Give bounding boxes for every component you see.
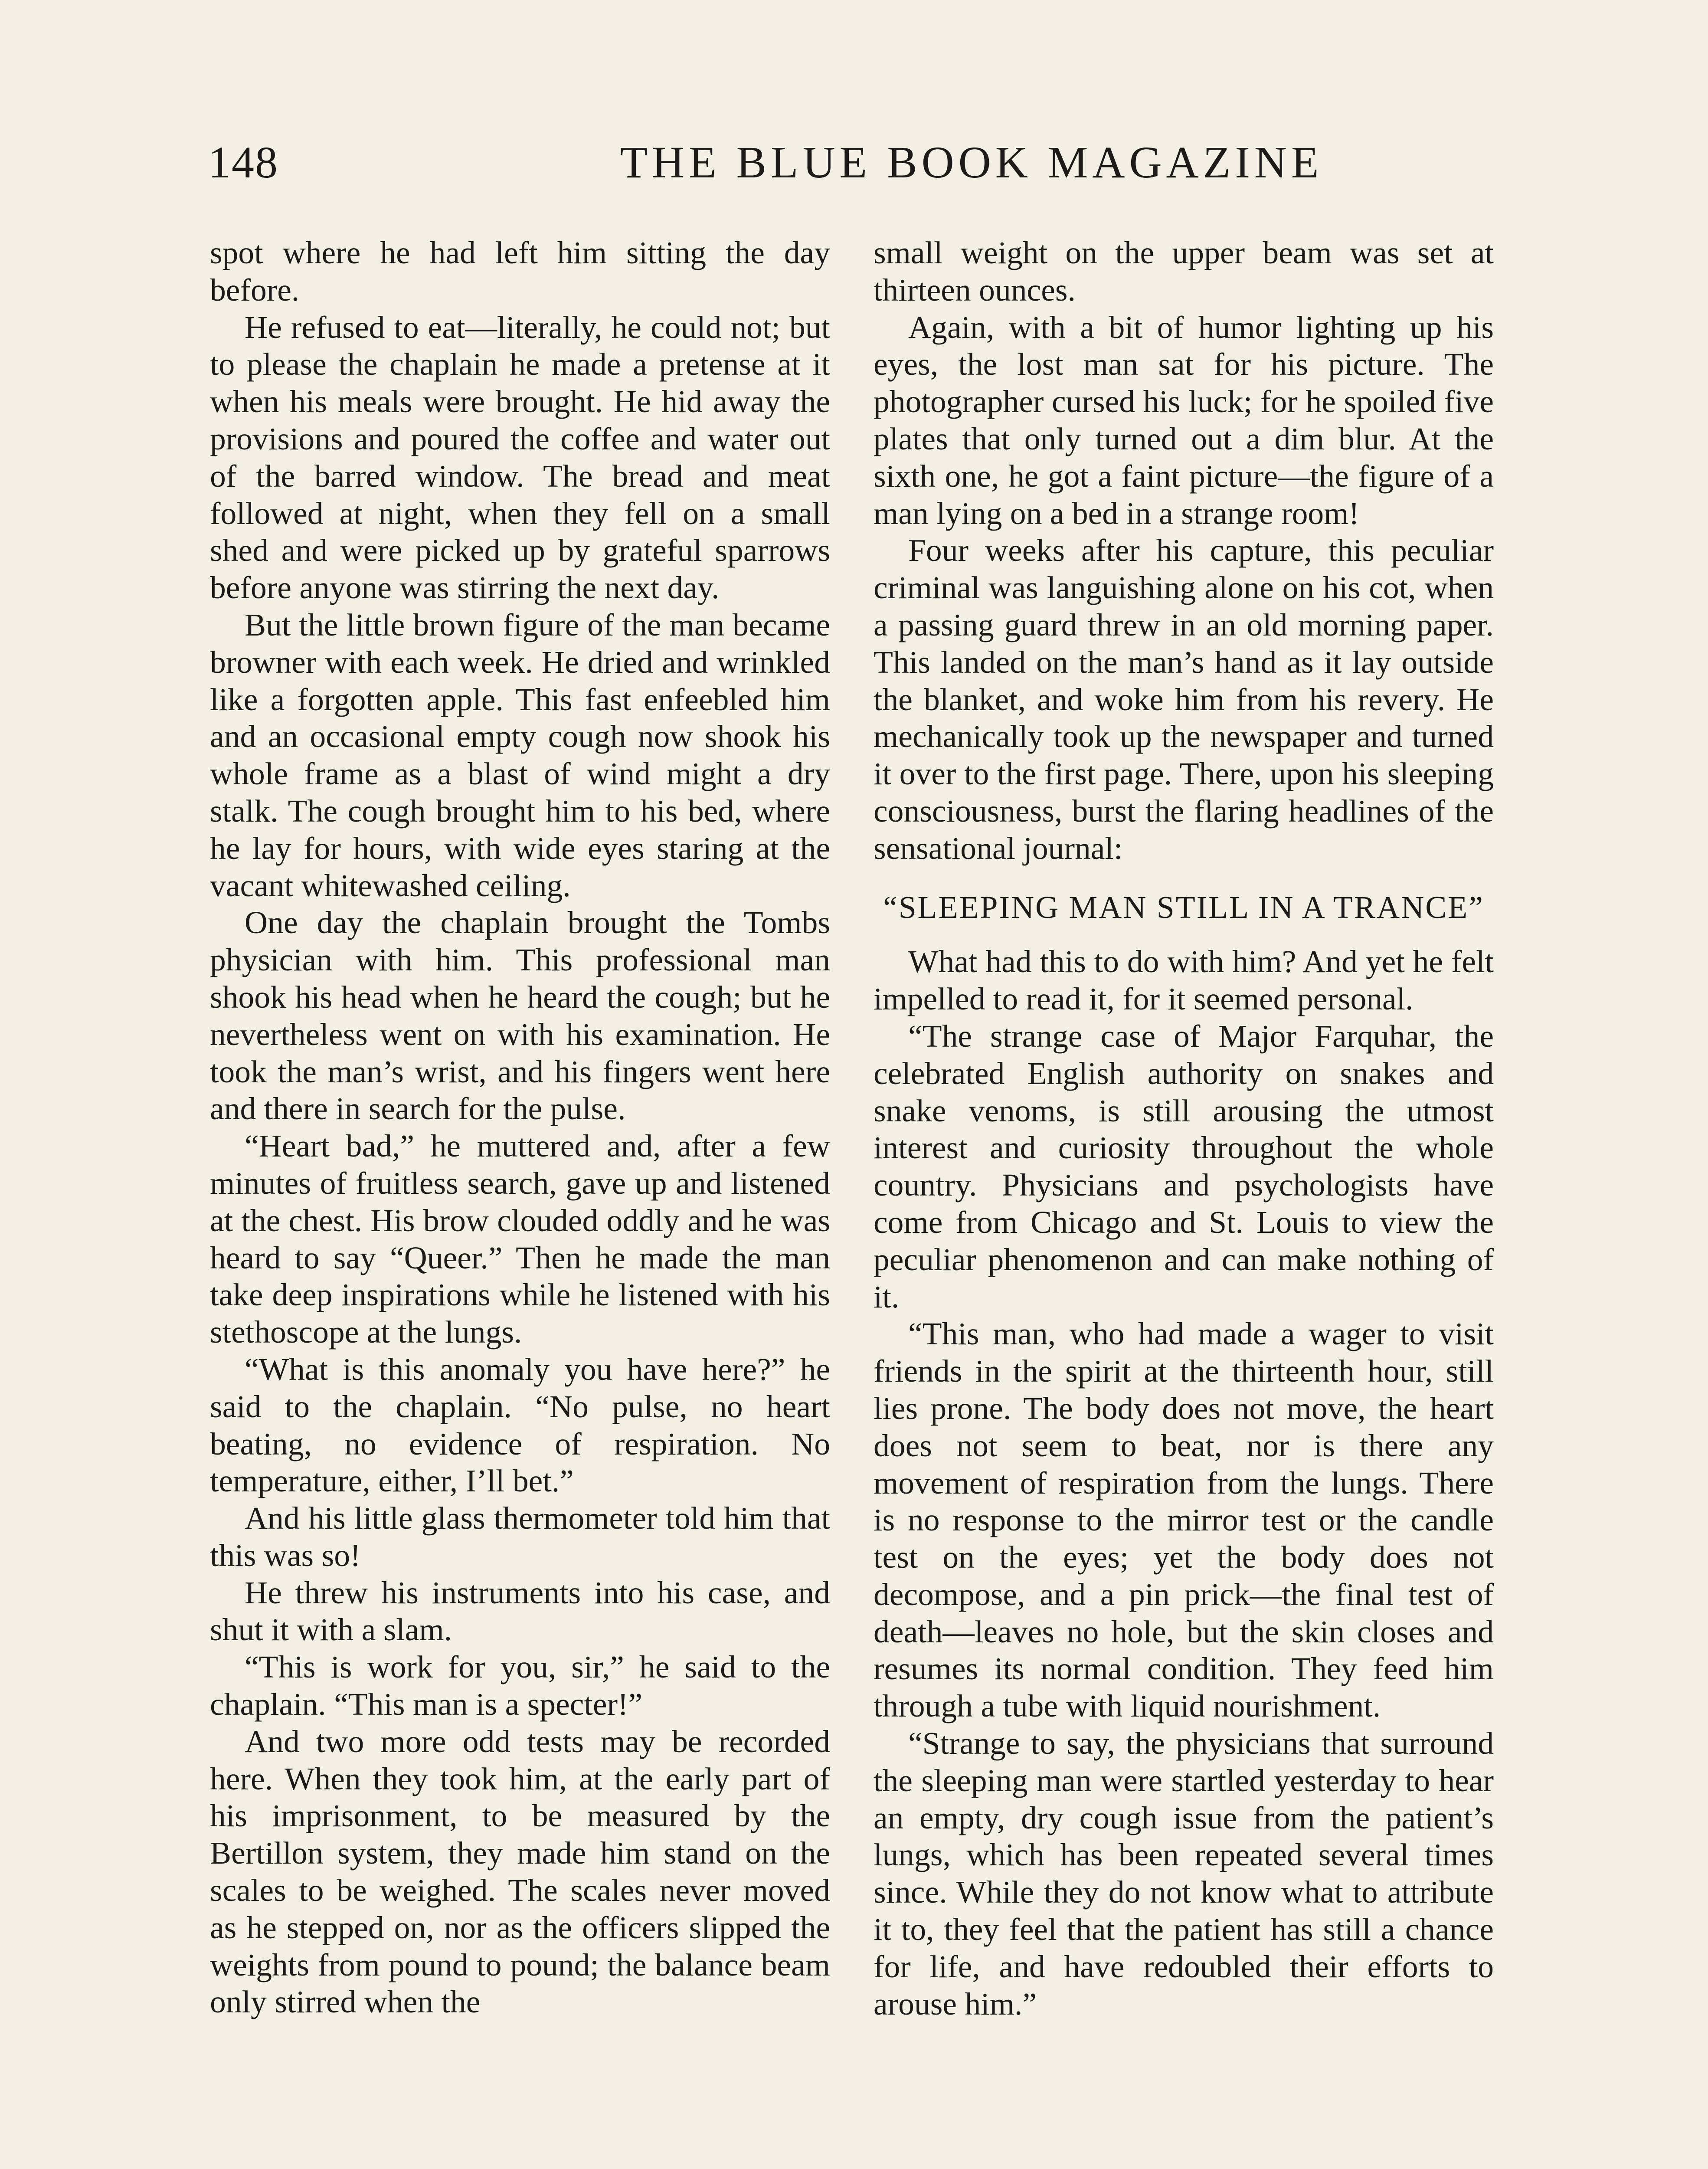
running-title: THE BLUE BOOK MAGAZINE bbox=[620, 138, 1323, 187]
paragraph: He threw his instruments into his case, and shut it with a slam. bbox=[210, 1574, 830, 1648]
paragraph: “Strange to say, the physicians that surround the sleeping man were startled yesterday to hear an empty, dry cough issue from the patient’s lungs, which has been repeated several times since. While they do not know what to attribute it to, they feel that the patient has still a chance for life, and have redoubled their efforts to arouse him.” bbox=[874, 1725, 1494, 2022]
paragraph: He refused to eat—literally, he could not; but to please the chaplain he made a pretense at it when his meals were brought. He hid away the provisions and poured the coffee and water out of the barred window. The bread and meat followed at night, when they fell on a small shed and were picked up by grateful sparrows before anyone was stirring the next day. bbox=[210, 309, 830, 606]
right-column bbox=[874, 234, 1494, 2022]
paragraph: Four weeks after his capture, this peculiar criminal was languishing alone on his cot, when a passing guard threw in an old morning paper. This landed on the man’s hand as it lay outside the blanket, and woke him from his revery. He mechanically took up the newspaper and turned it over to the first page. There, upon his sleeping consciousness, burst the flaring headlines of the sensational journal: bbox=[874, 532, 1494, 866]
paragraph: And his little glass thermometer told him that this was so! bbox=[210, 1500, 830, 1573]
left-column bbox=[210, 234, 830, 2021]
page-number: 148 bbox=[208, 138, 278, 187]
paragraph: “This is work for you, sir,” he said to the chaplain. “This man is a specter!” bbox=[210, 1649, 830, 1722]
paragraph: And two more odd tests may be recorded here. When they took him, at the early part of his imprisonment, to be measured by the Bertillon system, they made him stand on the scales to be weighed. The scales never moved as he stepped on, nor as the officers slipped the weights from pound to pound; the balance beam only stirred when the bbox=[210, 1723, 830, 2020]
paragraph: spot where he had left him sitting the day before. bbox=[210, 235, 830, 308]
paragraph: “This man, who had made a wager to visit friends in the spirit at the thirteenth hour, still lies prone. The body does not move, the heart does not seem to beat, nor is there any movement of respiration from the lungs. There is no response to the mirror test or the candle test on the eyes; yet the body does not decompose, and a pin prick—the final test of death—leaves no hole, but the skin closes and resumes its normal condition. They feed him through a tube with liquid nourishment. bbox=[874, 1316, 1494, 1724]
paragraph: One day the chaplain brought the Tombs physician with him. This professional man shook his head when he heard the cough; but he nevertheless went on with his examination. He took the man’s wrist, and his fingers went here and there in search for the pulse. bbox=[210, 904, 830, 1127]
paragraph: What had this to do with him? And yet he felt impelled to read it, for it seemed personal. bbox=[874, 944, 1494, 1017]
paragraph: “The strange case of Major Farquhar, the celebrated English authority on snakes and snake venoms, is still arousing the utmost interest and curiosity throughout the whole country. Physicians and psychologists have come from Chicago and St. Louis to view the peculiar phenomenon and can make nothing of it. bbox=[874, 1018, 1494, 1314]
paragraph: Again, with a bit of humor lighting up his eyes, the lost man sat for his picture. The photographer cursed his luck; for he spoiled five plates that only turned out a dim blur. At the sixth one, he got a faint picture—the figure of a man lying on a bed in a strange room! bbox=[874, 309, 1494, 531]
paragraph: But the little brown figure of the man became browner with each week. He dried and wrinkled like a forgotten apple. This fast enfeebled him and an occasional empty cough now shook his whole frame as a blast of wind might a dry stalk. The cough brought him to his bed, where he lay for hours, with wide eyes staring at the vacant whitewashed ceiling. bbox=[210, 606, 830, 903]
paragraph: “What is this anomaly you have here?” he said to the chaplain. “No pulse, no heart beating, no evidence of respiration. No temperature, either, I’ll bet.” bbox=[210, 1351, 830, 1499]
newspaper-headline: “SLEEPING MAN STILL IN A TRANCE” bbox=[883, 889, 1484, 925]
page-header bbox=[208, 130, 1492, 195]
paragraph: small weight on the upper beam was set at thirteen ounces. bbox=[874, 235, 1494, 308]
paragraph: “Heart bad,” he muttered and, after a few minutes of fruitless search, gave up and listened at the chest. His brow clouded oddly and he was heard to say “Queer.” Then he made the man take deep inspirations while he listened with his stethoscope at the lungs. bbox=[210, 1128, 830, 1350]
